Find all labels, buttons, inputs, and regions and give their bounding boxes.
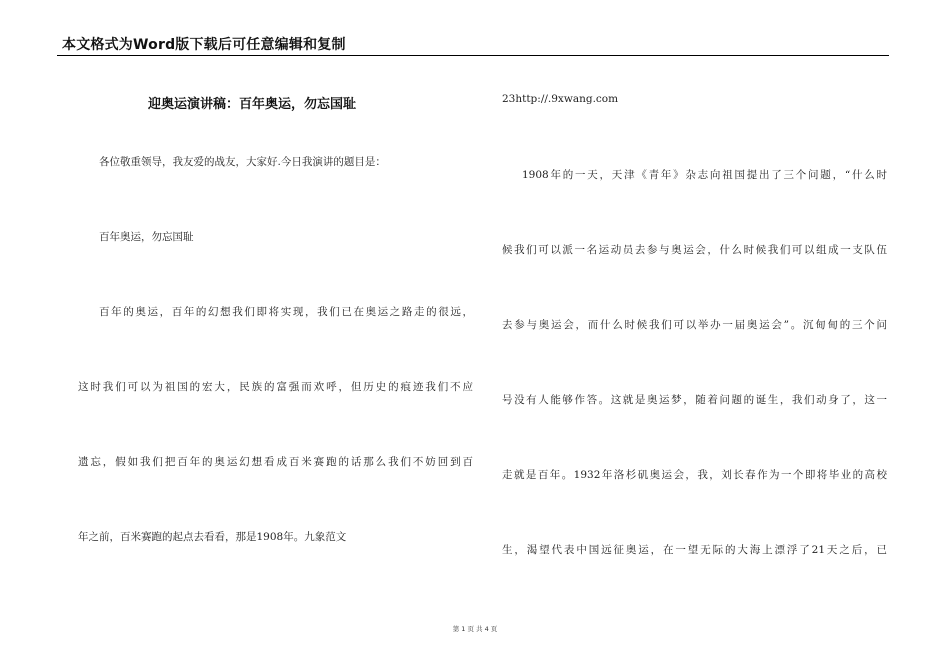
- paragraph-line: 1908年的一天，天津《青年》杂志向祖国提出了三个问题，“什么时: [522, 169, 887, 181]
- paragraph-line: 遗忘，假如我们把百年的奥运幻想看成百米赛跑的话那么我们不妨回到百: [78, 456, 473, 468]
- paragraph-line: 走就是百年。1932年洛杉矶奥运会，我，刘长春作为一个即将毕业的高校: [502, 469, 887, 481]
- paragraph-line: 候我们可以派一名运动员去参与奥运会，什么时候我们可以组成一支队伍: [502, 244, 887, 256]
- source-url: 23http://.9xwang.com: [502, 93, 619, 105]
- header-note: 本文格式为Word版下载后可任意编辑和复制: [62, 37, 346, 53]
- paragraph-line: 去参与奥运会，而什么时候我们可以举办一届奥运会”。沉甸甸的三个问: [502, 319, 887, 331]
- paragraph-line: 各位敬重领导，我友爱的战友，大家好.今日我演讲的题目是：: [99, 156, 386, 168]
- paragraph-line: 生，渴望代表中国远征奥运，在一望无际的大海上漂浮了21天之后，已: [502, 544, 887, 556]
- paragraph-line: 年之前，百米赛跑的起点去看看，那是1908年。九象范文: [78, 531, 347, 543]
- document-title: 迎奥运演讲稿：百年奥运，勿忘国耻: [148, 97, 357, 112]
- header-divider: [57, 55, 889, 56]
- paragraph-line: 号没有人能够作答。这就是奥运梦，随着问题的诞生，我们动身了，这一: [502, 394, 887, 406]
- paragraph-line: 百年的奥运，百年的幻想我们即将实现，我们已在奥运之路走的很远，: [99, 306, 473, 318]
- page-number: 第 1 页 共 4 页: [452, 625, 498, 633]
- paragraph-line: 百年奥运，勿忘国耻: [99, 231, 194, 243]
- paragraph-line: 这时我们可以为祖国的宏大，民族的富强而欢呼，但历史的痕迹我们不应: [78, 381, 473, 393]
